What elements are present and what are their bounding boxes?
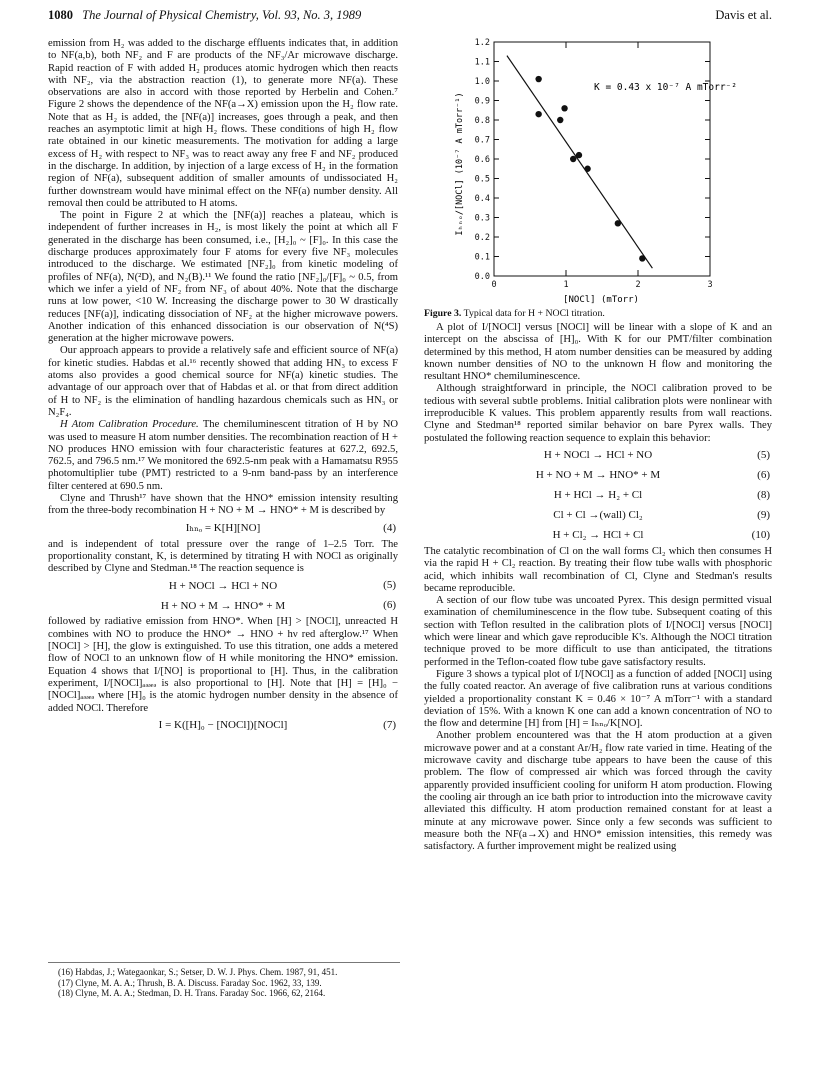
equation-6 [424,466,772,485]
paragraph: Our approach appears to provide a relatively safe and efficient source of NF(a) for kinetic studies. Habdas et al.¹⁶ recently showed that adding HN₃ to excess F atoms also provides a good chemical source for NF(a) kinetic studies. The advantage of our approach over that of Habdas et al. or that from direct addition of H to NF₂ is the elimination of handling hazardous chemicals such as HN₃ or N₂F₄. [48,345,398,418]
y-tick-label: 0.2 [474,233,490,243]
y-tick-label: 1.1 [474,57,490,68]
journal-title: The Journal of Physical Chemistry, Vol. 93, No. 3, 1989 [82,8,362,22]
equation-6 [48,596,398,615]
plot-frame [494,42,710,276]
y-tick-label: 1.2 [474,38,490,48]
footnote: (16) Habdas, J.; Wategaonkar, S.; Setser, D. W. J. Phys. Chem. 1987, 91, 451. [58,967,338,977]
y-tick-label: 0.3 [474,213,490,224]
paragraph: Clyne and Thrush¹⁷ have shown that the HNO* emission intensity resulting from the three-body recombination H + NO + M → HNO* + M is described by [48,492,398,517]
x-tick-label: 3 [707,280,713,290]
header-left [48,8,361,23]
y-tick-label: 0.7 [474,135,490,146]
footnotes [48,962,400,999]
scatter-chart [424,30,772,306]
y-tick-label: 0.9 [474,96,490,107]
data-point [557,117,563,123]
caption-text: Typical data for H + NOCl titration. [463,308,605,319]
x-axis-label: [NOCl] (mTorr) [563,295,639,305]
equation-text: Cl + Cl →(wall) Cl₂ [553,509,643,522]
equation-text: H + NOCl → HCl + NO [168,579,278,592]
equation-text: H + NO + M → HNO* + M [535,469,661,482]
y-tick-label: 0.1 [474,252,490,263]
equation-8 [424,486,772,505]
y-tick-label: 0.6 [474,155,490,165]
equation-9 [424,506,772,525]
equation-text: Iₕₙₒ = K[H][NO] [185,521,261,534]
data-point [584,166,590,172]
data-point [615,220,621,226]
paragraph-text: The chemiluminescent titration of H by NO was used to measure H atom number densities. The recombination reaction of H + NO produces HNO emission with four characteristic features at 627.2, 692.5, 762.5, and 796.5 nm.¹⁷ We monitored the 692.5-nm peak with a Hamamatsu R955 photomultiplier tube (PMT) restricted to a 9-nm band-pass by an interference filter centered at 690.5 nm. [48,419,398,492]
equation-5 [48,576,398,595]
equation-text: H + Cl₂ → HCl + Cl [552,529,644,542]
equation-number: (6) [383,599,396,612]
y-tick-label: 0.0 [474,272,490,282]
paragraph: A plot of I/[NOCl] versus [NOCl] will be linear with a slope of K and an intercept on the abscissa of [H]₀. With K for our PMT/filter combination determined by this method, H atom number densities can be measured by adding known number densities of NO to the unknown H flow and monitoring the resultant HNO* chemiluminescence. [424,322,772,383]
section-runin-heading: H Atom Calibration Procedure. [60,419,199,431]
page-number: 1080 [48,8,73,22]
data-point [561,105,567,111]
equation-7 [48,716,398,735]
equation-number: (8) [757,488,770,501]
figure-caption [424,308,605,319]
data-point [576,152,582,158]
footnote: (17) Clyne, M. A. A.; Thrush, B. A. Discuss. Faraday Soc. 1962, 33, 139. [58,977,322,988]
running-head: Davis et al. [715,8,772,22]
equation-4 [48,519,398,538]
equation-text: H + NO + M → HNO* + M [160,599,286,612]
equation-number: (6) [757,468,770,481]
paragraph: Figure 3 shows a typical plot of I/[NOCl] as a function of added [NOCl] using the fully coated reactor. An average of five calibration runs at various conditions yielded a proportionality constant K = 0.46 × 10⁻⁷ A mTorr⁻¹ with a standard deviation of 15%. With a known K one can add a known concentration of NO to the flow and determine [H] from [H] = Iₕₙₒ/K[NO]. [424,668,772,730]
equation-text: H + HCl → H₂ + Cl [553,489,643,502]
paragraph: and is independent of total pressure over the range of 1–2.5 Torr. The proportionality constant, K, is determined by titrating H with NOCl as originally described by Clyne and Stedman.¹⁸ The reaction sequence is [48,538,398,575]
paragraph [48,419,398,493]
page-header [48,8,772,26]
paragraph: Another problem encountered was that the H atom production at a given microwave power and at a constant Ar/H₂ flow rate varied in time. Heating of the microwave cavity and discharge tube appears to have been the cause of this problem. The flow of compressed air which was forced through the cavity apparently provided insufficient cooling for uniform H atom production. Flowing the cooling air through an ice bath prior to introduction into the microwave cavity alleviated this difficulty. H atom production remained constant for at least a minute at any microwave power. Since only a few seconds was sufficient to measure both the NF(a→X) and HNO* emission intensities, this remedy was satisfactory. A further improvement might be realized using [424,730,772,853]
footnote: (18) Clyne, M. A. A.; Stedman, D. H. Trans. Faraday Soc. 1966, 62, 2164. [58,988,326,999]
data-point [535,76,541,82]
equation-number: (9) [757,508,770,521]
y-tick-label: 0.5 [474,174,490,185]
paragraph: The point in Figure 2 at which the [NF(a)] reaches a plateau, which is independent of further increases in H₂, is most likely the point at which all F generated in the discharge has been consumed, i.e., [H₂]₀ ~ [F]₀. In this case the discharge produces approximately four F atoms for every five NF₃ molecules introduced to the discharge. We estimated [NF₂]₀ from kinetic modeling of profiles of NF(a), N(²D), and N₂(B).¹¹ We found the ratio [NF₂]₀/[F]₀ ~ 0.5, from which we infer a yield of NF₂ from NF₃ of about 40%. Note that the discharge runs at low power, <10 W. Increasing the discharge power to 30 W drastically reduces [NF(a)], indicating dissociation of NF₂ at the higher microwave powers. Another indication of this enhanced dissociation is our observation of N(⁴S) generation at the higher microwave powers. [48,210,398,345]
data-point [639,255,645,261]
right-column [424,322,772,853]
y-tick-label: 0.8 [474,116,490,126]
left-column [48,38,398,736]
data-point [570,156,576,162]
equation-number: (5) [383,579,396,592]
x-tick-label: 0 [491,280,497,290]
x-tick-label: 2 [635,280,641,290]
equation-text: H + NOCl → HCl + NO [543,449,653,462]
equation-number: (10) [751,528,770,541]
paragraph: A section of our flow tube was uncoated Pyrex. This design permitted visual examination of chemiluminescence in the flow tube. Subsequent coating of this section with Teflon resulted in the calibration plots of I/[NOCl] versus [NOCl] which were linear and which gave reproducible K's. Although the NOCl titration technique proved to be more difficult to use than anticipated, the titrations performed in the Teflon-coated flow tube gave satisfactory results. [424,595,772,668]
figure-3 [424,30,772,320]
paragraph: emission from H₂ was added to the discharge effluents indicates that, in addition to NF(a,b), both NF₂ and F are products of the NF₃/Ar microwave discharge. Rapid reaction of F with added H₂ produces atomic hydrogen which then reacts with NF₂, via the abstraction reaction (1), to generate more NF(a). These observations are also in accord with those reported by Herbelin and Cohen.⁷ Figure 2 shows the dependence of the NF(a→X) emission upon the H₂ flow rate. Note that as H₂ is added, the [NF(a)] increases, goes through a peak, and then reaches an asymptotic limit at high H₂ flows. These conditions of high H₂ flow rate obtained in our kinetic measurements. The motivation for adding a large excess of H₂ with respect to NF₃ was to react away any free F and NF₂ produced in the discharge. In addition, by injection of a large excess of H₂ in the formation region of NF(a), subsequent addition of smaller amounts of undissociated H₂ further downstream would have minimal effect on the NF(a) number density. All removal then could be attributed to H atoms. [48,38,398,209]
equation-5 [424,446,772,465]
data-point [535,111,541,117]
paragraph: The catalytic recombination of Cl on the wall forms Cl₂ which then consumes H via the rapid H + Cl₂ reaction. By treating their flow tube walls with phosphoric acid, which inhibits wall recombination of Cl, Clyne and Stedman's results became reproducible. [424,545,772,594]
equation-number: (5) [757,448,770,461]
equation-number: (4) [383,521,396,534]
y-tick-label: 1.0 [474,77,490,87]
equation-text: I = K([H]₀ − [NOCl])[NOCl] [158,719,288,732]
fit-annotation: K = 0.43 x 10⁻⁷ A mTorr⁻² [594,82,737,93]
y-tick-label: 0.4 [474,194,490,204]
equation-10 [424,526,772,545]
paragraph: followed by radiative emission from HNO*. When [H] > [NOCl], unreacted H combines with NO to produce the HNO* → HNO + hν red afterglow.¹⁷ When [NOCl] > [H], the glow is extinguished. To use this titration, one adds a metered flow of NOCl to an unknown flow of H while monitoring the HNO* emission. Equation 4 shows that I/[NO] is proportional to [H]. Thus, in the calibration experiment, I/[NOCl]ₐₔₔₑₔ is also proportional to [H]. Note that [H] = [H]₀ − [NOCl]ₐₔₔₑₔ where [H]₀ is the atomic hydrogen number density in the absence of added NOCl. Therefore [48,616,398,714]
equation-number: (7) [383,718,396,731]
x-tick-label: 1 [563,280,569,290]
y-axis-label: Iₕₙₒ/[NOCl] (10⁻⁷ A mTorr⁻¹) [455,92,465,236]
paragraph: Although straightforward in principle, the NOCl calibration proved to be tedious with several subtle problems. Initial calibration plots were nonlinear with irreproducible K values. This problem apparently results from wall reactions. Clyne and Stedman¹⁸ reported similar behavior on bare Pyrex walls. They postulated the following reaction sequence to explain this behavior: [424,383,772,444]
figure-label: Figure 3. [424,308,462,319]
